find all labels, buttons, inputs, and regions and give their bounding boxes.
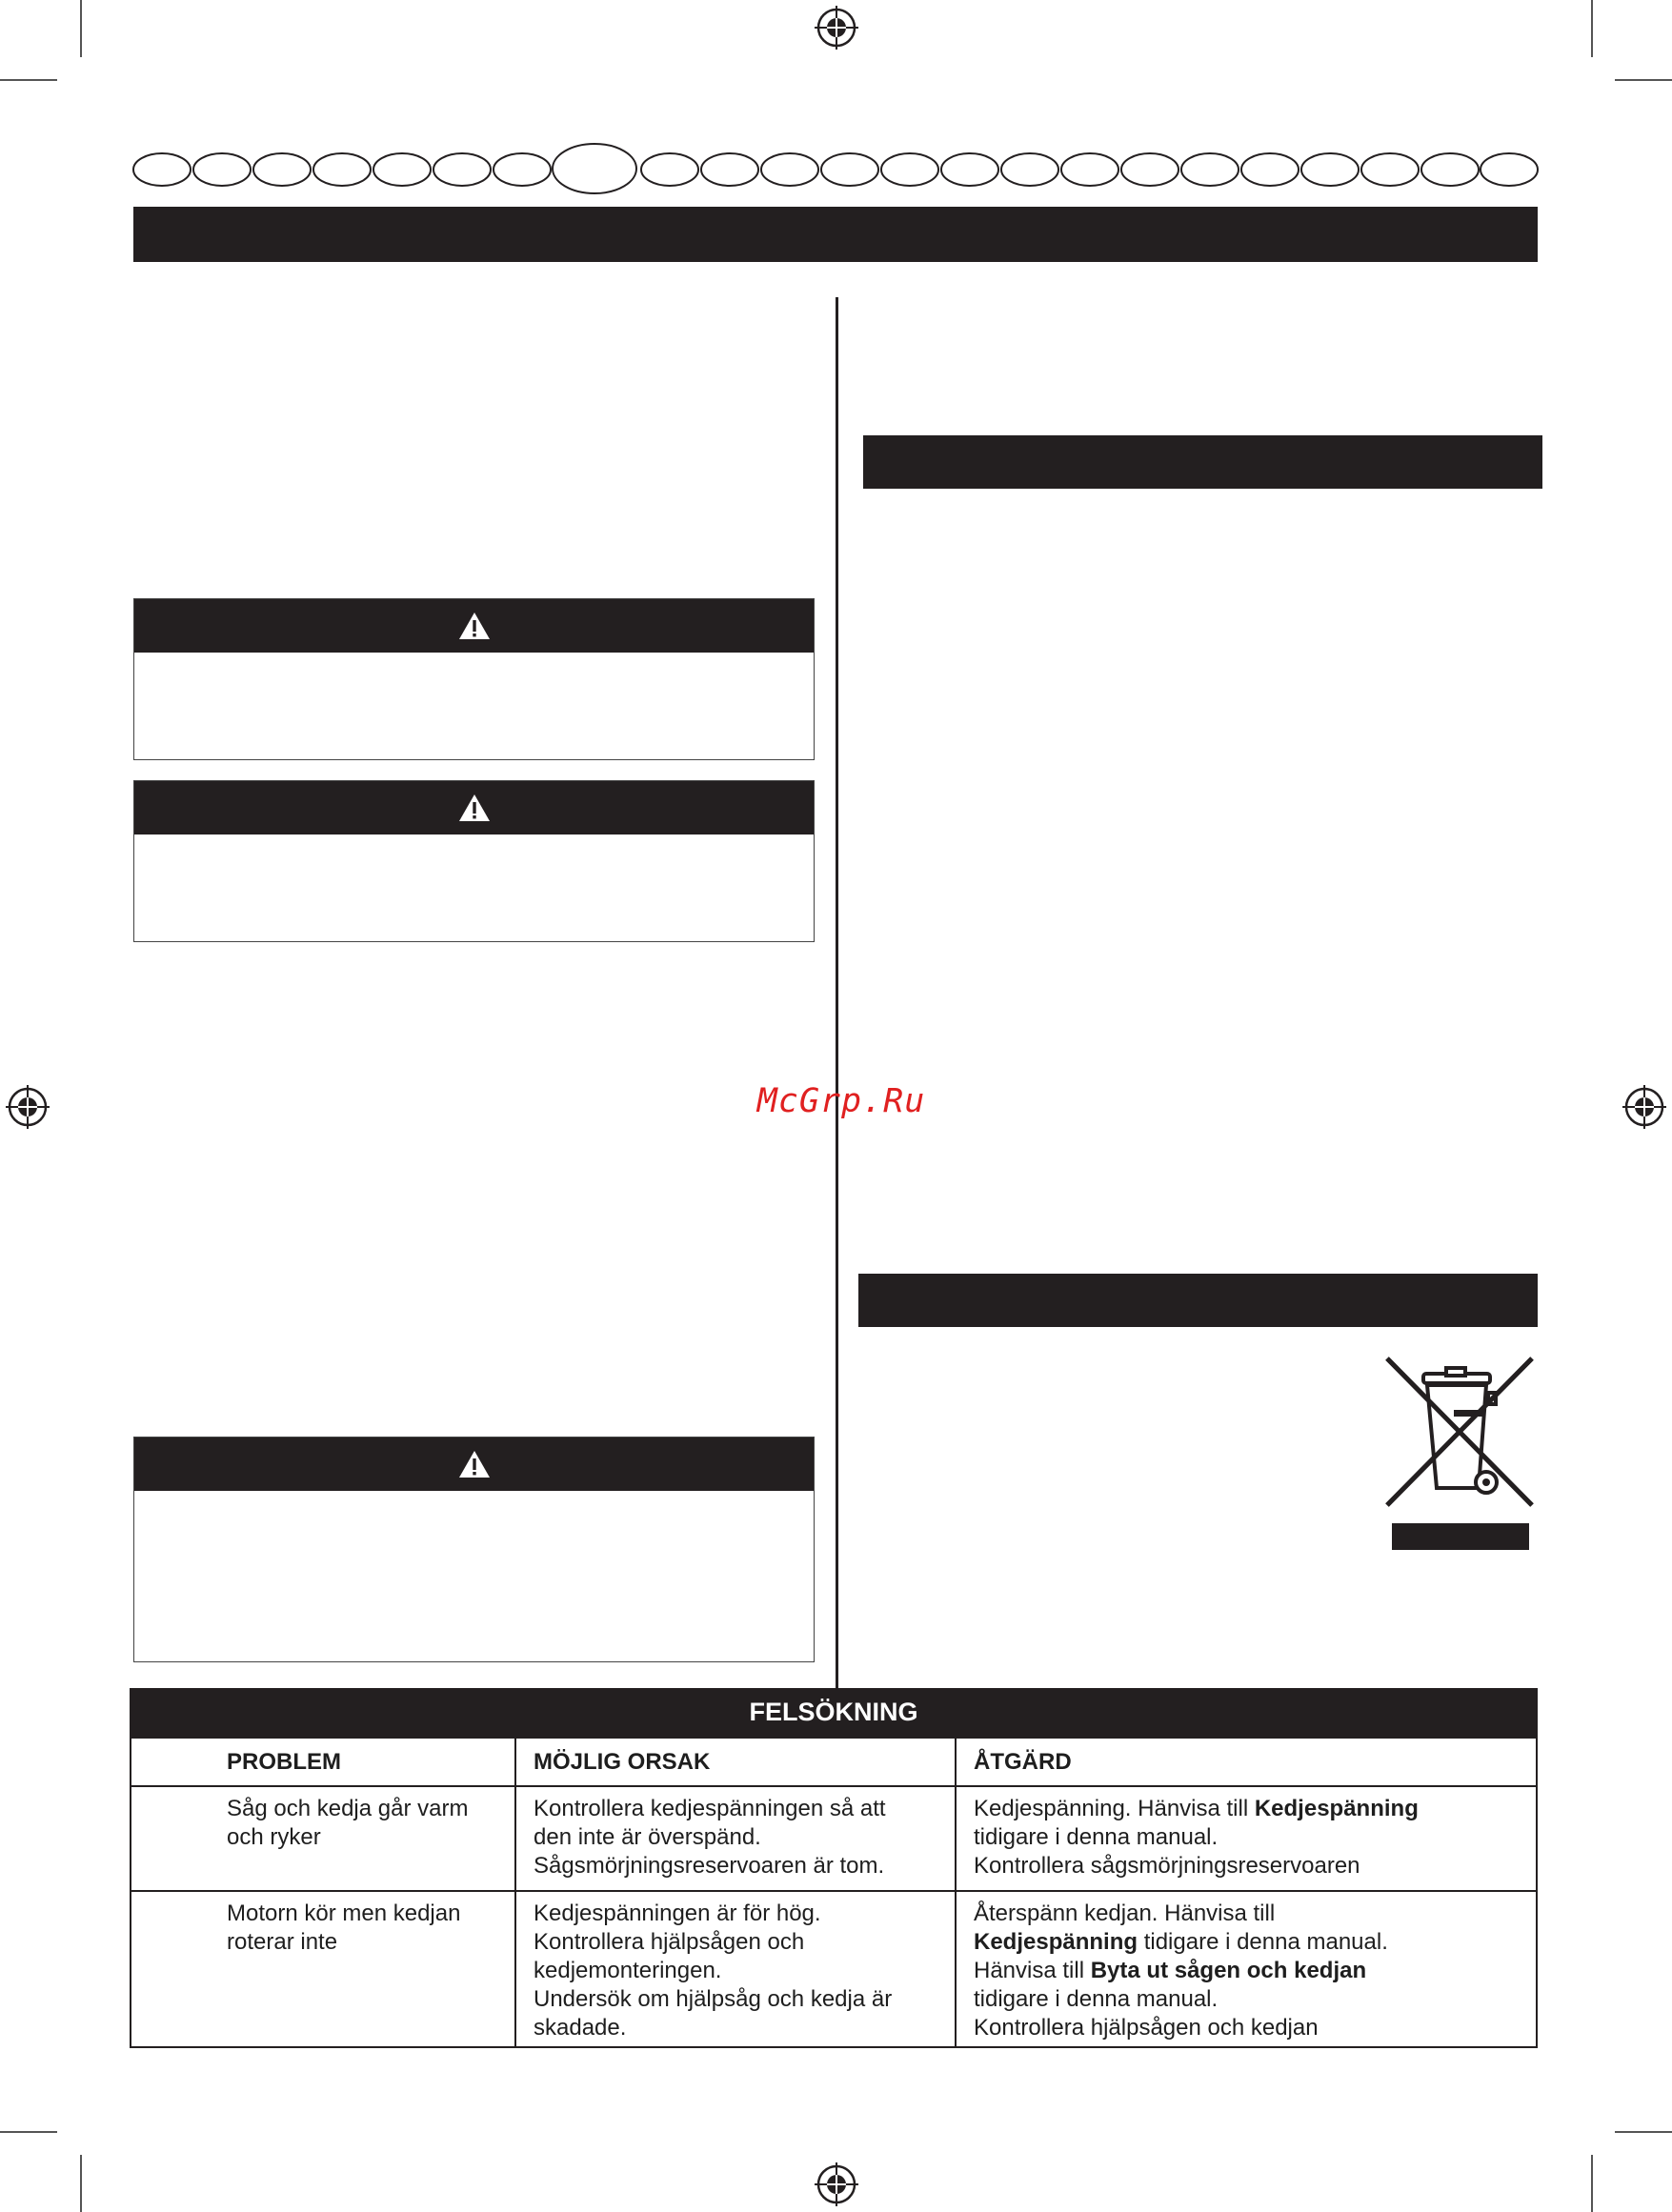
problem-cell xyxy=(131,1786,515,1891)
warning-box xyxy=(133,598,815,760)
language-tab xyxy=(701,153,758,186)
remedy-line: tidigare i denna manual. xyxy=(974,1824,1219,1850)
remedy-line: Kontrollera sågsmörjningsreservoaren xyxy=(974,1853,1360,1879)
language-tab xyxy=(1481,153,1538,186)
language-tabs xyxy=(131,143,1540,196)
language-tab xyxy=(373,153,431,186)
cause-line: Kedjespänningen är för hög. xyxy=(534,1900,821,1926)
remedy-line: Hänvisa till Byta ut sågen och kedjan xyxy=(974,1958,1367,1983)
language-tab xyxy=(941,153,998,186)
crop-mark xyxy=(0,79,57,81)
crop-mark xyxy=(80,0,82,57)
language-tab xyxy=(253,153,311,186)
language-tab xyxy=(1121,153,1178,186)
language-tab xyxy=(1001,153,1058,186)
crop-mark xyxy=(1615,2131,1672,2133)
language-tab xyxy=(1361,153,1419,186)
crossed-out-wheelie-bin-icon xyxy=(1383,1355,1536,1507)
warning-box-header xyxy=(134,781,814,835)
header-remedy: ÅTGÄRD xyxy=(956,1738,1537,1786)
language-tab xyxy=(641,153,698,186)
warning-box-header xyxy=(134,599,814,653)
crop-mark xyxy=(1591,0,1593,57)
troubleshooting-section xyxy=(130,1688,1538,2048)
language-tab xyxy=(193,153,251,186)
weee-bar xyxy=(1392,1523,1529,1550)
cause-line: Sågsmörjningsreservoaren är tom. xyxy=(534,1853,885,1879)
registration-crosshair-icon xyxy=(815,6,858,50)
column-divider xyxy=(836,297,838,1688)
problem-line: och ryker xyxy=(227,1824,321,1850)
language-tab xyxy=(133,153,191,186)
language-tab xyxy=(313,153,371,186)
registration-crosshair-icon xyxy=(6,1085,50,1129)
warning-triangle-icon xyxy=(458,612,491,640)
warning-box-header xyxy=(134,1438,814,1491)
troubleshooting-table xyxy=(130,1737,1538,2048)
language-tab xyxy=(1181,153,1239,186)
problem-cell xyxy=(131,1891,515,2047)
section-header-bar xyxy=(133,207,1538,262)
warning-triangle-icon xyxy=(458,1450,491,1478)
warning-box xyxy=(133,1437,815,1662)
crop-mark xyxy=(0,2131,57,2133)
table-header-row xyxy=(131,1738,1537,1786)
remedy-line: Kontrollera hjälpsågen och kedjan xyxy=(974,2015,1319,2041)
crop-mark xyxy=(80,2155,82,2212)
cause-line: Kontrollera kedjespänningen så att xyxy=(534,1796,886,1821)
section-header-bar xyxy=(858,1274,1538,1327)
cause-line: kedjemonteringen. xyxy=(534,1958,722,1983)
cause-line: Kontrollera hjälpsågen och xyxy=(534,1929,805,1955)
problem-line: Motorn kör men kedjan xyxy=(227,1900,461,1926)
remedy-line: Kedjespänning. Hänvisa till Kedjespänning xyxy=(974,1796,1419,1821)
crop-mark xyxy=(1615,79,1672,81)
registration-crosshair-icon xyxy=(1622,1085,1666,1129)
language-tab xyxy=(1421,153,1479,186)
table-row xyxy=(131,1891,1537,2047)
cause-cell xyxy=(515,1891,956,2047)
language-tab xyxy=(1241,153,1299,186)
language-tab xyxy=(494,153,551,186)
header-cause: MÖJLIG ORSAK xyxy=(515,1738,956,1786)
watermark-text: McGrp.Ru xyxy=(756,1082,926,1120)
registration-crosshair-icon xyxy=(815,2162,858,2206)
problem-line: roterar inte xyxy=(227,1929,338,1955)
language-tab xyxy=(433,153,491,186)
remedy-line: Kedjespänning tidigare i denna manual. xyxy=(974,1929,1388,1955)
table-row xyxy=(131,1786,1537,1891)
remedy-cell xyxy=(956,1786,1537,1891)
language-tab-row xyxy=(131,143,1540,196)
problem-line: Såg och kedja går varm xyxy=(227,1796,469,1821)
warning-box xyxy=(133,780,815,942)
troubleshooting-title: FELSÖKNING xyxy=(130,1688,1538,1737)
header-problem: PROBLEM xyxy=(131,1738,515,1786)
section-header-bar xyxy=(863,435,1542,489)
warning-triangle-icon xyxy=(458,794,491,822)
cause-line: den inte är överspänd. xyxy=(534,1824,761,1850)
remedy-cell xyxy=(956,1891,1537,2047)
cause-cell xyxy=(515,1786,956,1891)
remedy-line: tidigare i denna manual. xyxy=(974,1986,1219,2012)
crop-mark xyxy=(1591,2155,1593,2212)
cause-line: skadade. xyxy=(534,2015,627,2041)
language-tab xyxy=(881,153,938,186)
language-tab xyxy=(1061,153,1118,186)
language-tab-active xyxy=(553,144,636,193)
language-tab xyxy=(821,153,878,186)
remedy-line: Återspänn kedjan. Hänvisa till xyxy=(974,1900,1276,1926)
cause-line: Undersök om hjälpsåg och kedja är xyxy=(534,1986,893,2012)
language-tab xyxy=(761,153,818,186)
language-tab xyxy=(1301,153,1359,186)
